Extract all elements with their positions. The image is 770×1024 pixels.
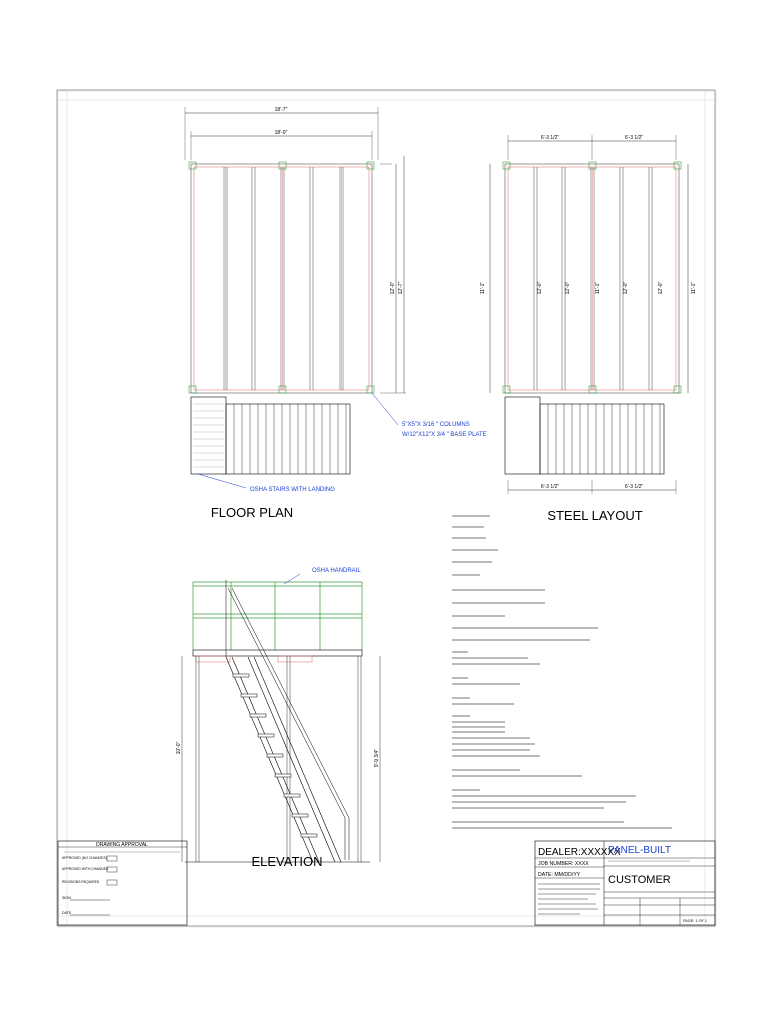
approval-option-1: APPROVED (NO CHANGES) <box>62 856 107 860</box>
elevation-title: ELEVATION <box>251 854 323 869</box>
elevation-dim-right: 9'-9 3/4" <box>374 748 380 768</box>
steel-layout-title: STEEL LAYOUT <box>547 508 643 523</box>
joist-dim: 11'-1" <box>691 281 697 295</box>
floor-plan <box>185 107 487 520</box>
steel-dim-top-left: 6'-3 1/2" <box>540 135 560 141</box>
floor-plan-dim-overall: 18'-7" <box>274 107 288 113</box>
approval-checkbox-2[interactable] <box>107 867 117 872</box>
elevation-view <box>176 568 380 869</box>
stairs-note: OSHA STAIRS WITH LANDING <box>250 487 335 493</box>
joist-dim: 11'-1" <box>480 281 486 295</box>
elevation-dim-left: 10'-0" <box>176 741 182 755</box>
approval-checkbox-3[interactable] <box>107 880 117 885</box>
approval-date-label: DATE <box>62 911 72 915</box>
notes-block <box>452 516 672 828</box>
floor-plan-title: FLOOR PLAN <box>210 505 294 520</box>
steel-layout <box>480 135 697 523</box>
brand-logo: PANEL-BUILT <box>608 845 671 856</box>
steel-dim-bottom-left: 6'-3 1/2" <box>540 484 560 490</box>
joist-dim: 12'-0" <box>537 281 543 295</box>
handrail-note: OSHA HANDRAIL <box>312 568 361 574</box>
title-block <box>535 841 715 925</box>
drawing-approval-box <box>58 841 187 925</box>
joist-dim: 12'-0" <box>658 281 664 295</box>
steel-dim-bottom-right: 6'-3 1/2" <box>624 484 644 490</box>
floor-plan-dim-depth-1: 12'-0" <box>390 281 396 295</box>
dealer-label: DEALER:XXXXXX <box>538 847 621 858</box>
floor-plan-dim-inner: 18'-0" <box>274 130 288 136</box>
column-note-line-1: 5"X5"X 3/16 " COLUMNS <box>402 422 470 428</box>
steel-dim-top-right: 6'-3 1/2" <box>624 135 644 141</box>
joist-dim: 12'-0" <box>623 281 629 295</box>
approval-option-2: APPROVED WITH CHANGES <box>62 867 109 871</box>
joist-dim: 12'-0" <box>565 281 571 295</box>
floor-plan-dim-depth-2: 12'-7" <box>398 281 404 295</box>
drawing-date: DATE: MM/DD/YY <box>538 872 581 878</box>
approval-sign-label: SIGN <box>62 896 71 900</box>
page-number: PAGE: 1 OF 1 <box>683 919 707 923</box>
approval-option-3: REVISIONS REQUIRED <box>62 880 100 884</box>
approval-checkbox-1[interactable] <box>107 856 117 861</box>
joist-dim: 11'-1" <box>595 281 601 295</box>
column-note-line-2: W/12"X12"X 3/4 " BASE PLATE <box>402 432 487 438</box>
job-number: JOB NUMBER: XXXX <box>538 861 589 867</box>
approval-title: DRAWING APPROVAL <box>96 842 148 848</box>
customer-name: CUSTOMER <box>608 874 671 886</box>
